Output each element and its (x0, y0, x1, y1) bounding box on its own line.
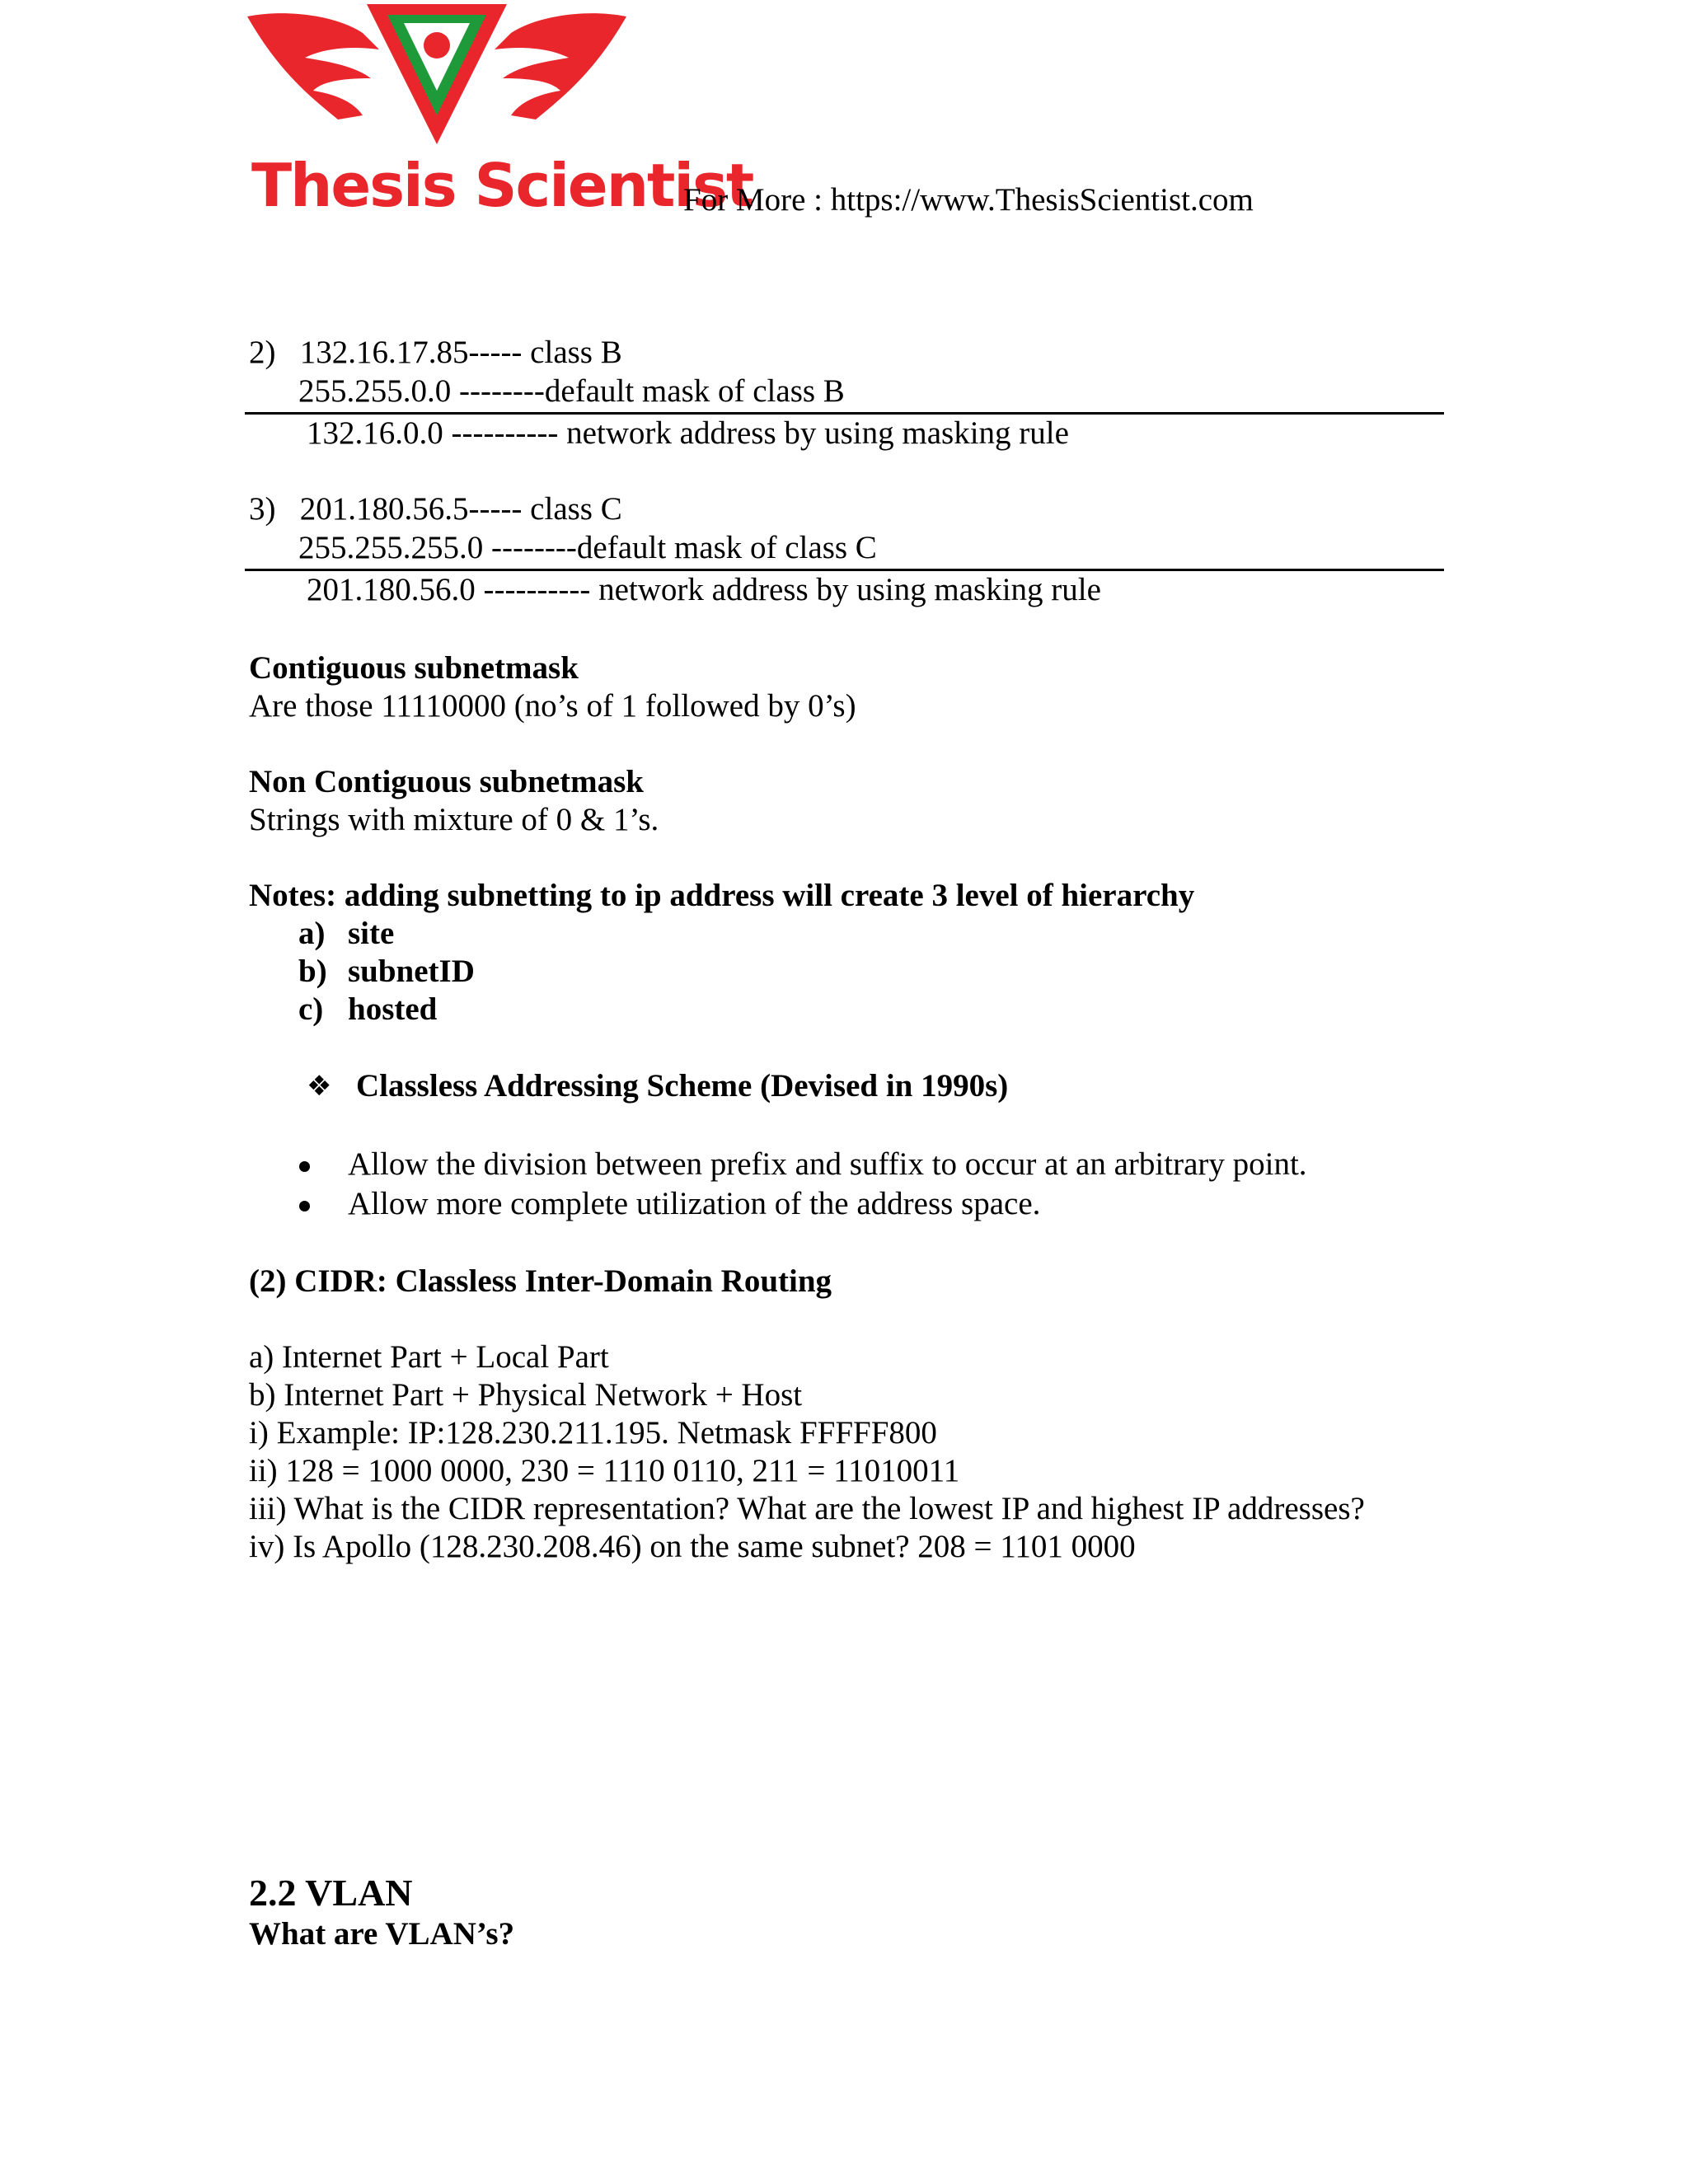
contiguous-heading: Contiguous subnetmask (249, 650, 579, 686)
non-contiguous-heading: Non Contiguous subnetmask (249, 764, 644, 799)
example-2-line-3: 132.16.0.0 ---------- network address by using masking rule (307, 415, 1069, 451)
logo-wordmark: Thesis Scientist (251, 151, 753, 220)
example-2-line-1: 2) 132.16.17.85----- class B (249, 335, 622, 370)
classless-bullet: Allow the division between prefix and suffix to occur at an arbitrary point. (348, 1146, 1307, 1182)
bullet-icon (299, 1201, 310, 1212)
list-item: subnetID (348, 954, 475, 989)
cidr-heading: (2) CIDR: Classless Inter-Domain Routing (249, 1263, 832, 1299)
list-marker: c) (298, 991, 324, 1027)
cidr-line: b) Internet Part + Physical Network + Host (249, 1377, 803, 1413)
bullet-icon (299, 1161, 310, 1172)
more-link-text: For More : https://www.ThesisScientist.com (683, 182, 1254, 218)
example-3-line-2: 255.255.255.0 --------default mask of class C (298, 530, 877, 565)
list-item: hosted (348, 991, 438, 1027)
contiguous-text: Are those 11110000 (no’s of 1 followed by 0’s) (249, 688, 856, 724)
cidr-line: i) Example: IP:128.230.211.195. Netmask FFFFF800 (249, 1415, 937, 1451)
non-contiguous-text: Strings with mixture of 0 & 1’s. (249, 802, 659, 837)
classless-bullet: Allow more complete utilization of the address space. (348, 1186, 1041, 1221)
diamond-bullet-icon: ❖ (307, 1070, 332, 1103)
example-3-line-3: 201.180.56.0 ---------- network address by using masking rule (307, 572, 1101, 607)
list-item: site (348, 916, 395, 951)
cidr-line: a) Internet Part + Local Part (249, 1339, 609, 1375)
classless-heading: Classless Addressing Scheme (Devised in 1990s) (356, 1068, 1009, 1104)
notes-heading: Notes: adding subnetting to ip address will create 3 level of hierarchy (249, 878, 1195, 913)
section-heading: 2.2 VLAN (249, 1872, 413, 1914)
list-marker: a) (298, 916, 326, 951)
section-subheading: What are VLAN’s? (249, 1916, 515, 1952)
cidr-line: ii) 128 = 1000 0000, 230 = 1110 0110, 211 = 11010011 (249, 1453, 960, 1488)
list-marker: b) (298, 954, 327, 989)
cidr-line: iii) What is the CIDR representation? What are the lowest IP and highest IP addresses? (249, 1491, 1365, 1526)
example-3-line-1: 3) 201.180.56.5----- class C (249, 491, 622, 527)
cidr-line: iv) Is Apollo (128.230.208.46) on the same subnet? 208 = 1101 0000 (249, 1529, 1136, 1564)
example-2-line-2: 255.255.0.0 --------default mask of class B (298, 373, 845, 409)
